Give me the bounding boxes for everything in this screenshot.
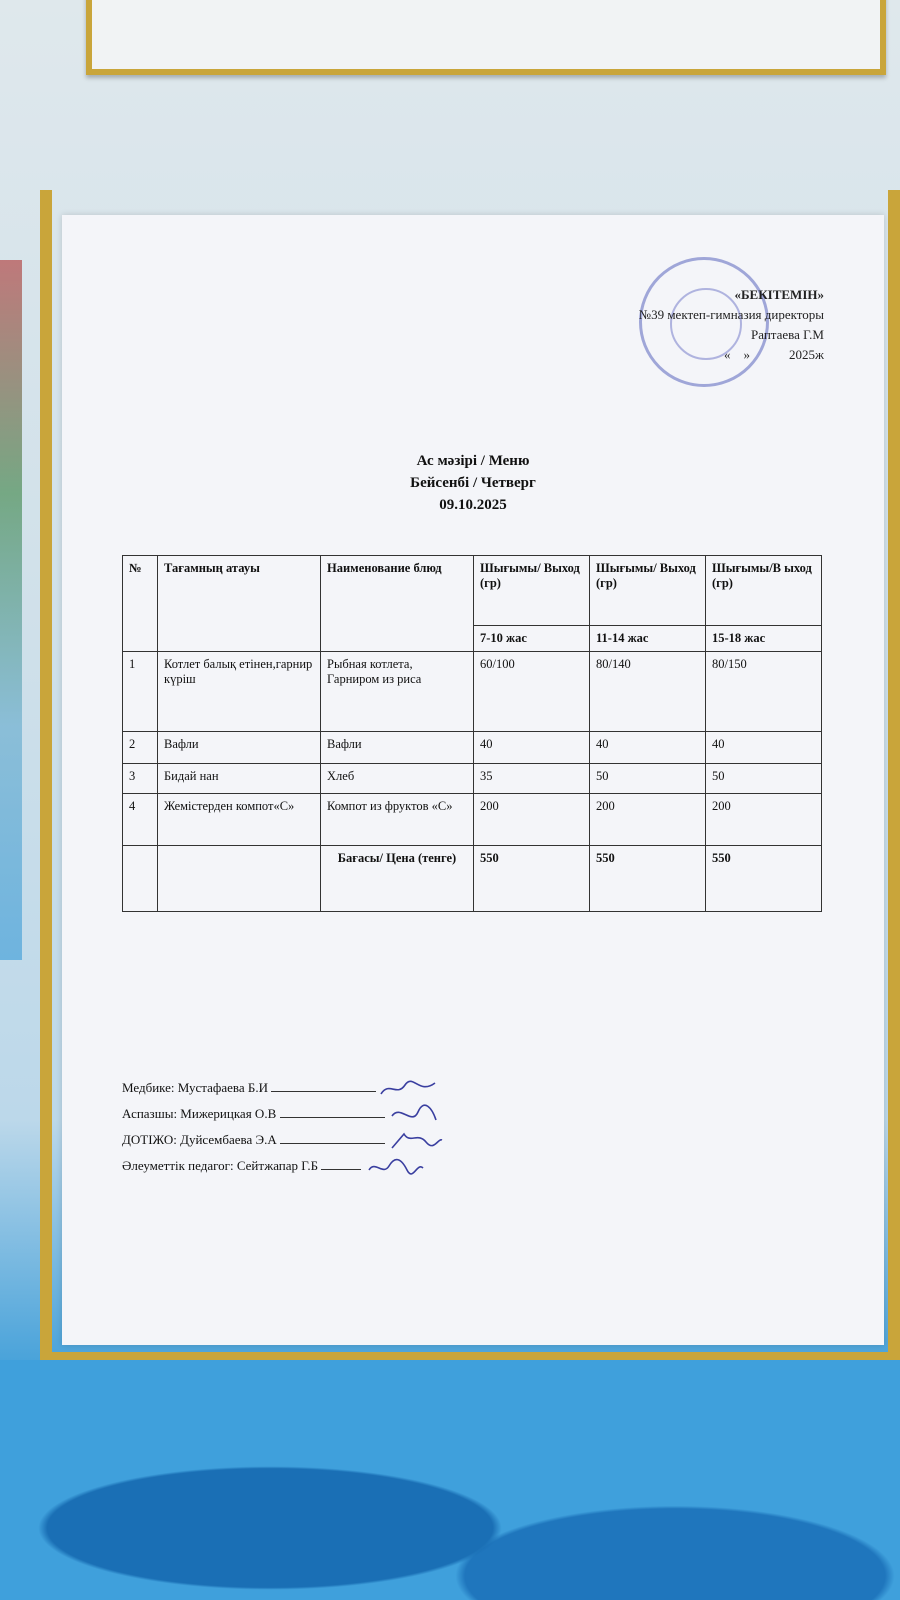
row-kz: Бидай нан (158, 764, 321, 794)
row-v2: 40 (590, 732, 706, 764)
signature-line (122, 1127, 443, 1153)
price-value: 550 (474, 846, 590, 912)
price-value: 550 (706, 846, 822, 912)
row-kz: Жемістерден компот«С» (158, 794, 321, 846)
approval-block (639, 285, 824, 365)
signature-label: Аспазшы: Мижерицкая О.В (122, 1106, 277, 1121)
row-kz: Котлет балық етінен,гарнир күріш (158, 652, 321, 732)
upper-frame (86, 0, 886, 75)
signature-line (122, 1075, 443, 1101)
signature-line (122, 1153, 443, 1179)
row-v1: 35 (474, 764, 590, 794)
age-group: 15-18 жас (706, 626, 822, 652)
signature-field (280, 1103, 385, 1118)
price-label: Бағасы/ Цена (тенге) (321, 846, 474, 912)
row-num: 4 (123, 794, 158, 846)
price-value: 550 (590, 846, 706, 912)
signatures-block (122, 1075, 443, 1179)
table-row (123, 764, 822, 794)
row-v2: 200 (590, 794, 706, 846)
row-v2: 50 (590, 764, 706, 794)
row-kz: Вафли (158, 732, 321, 764)
row-ru: Хлеб (321, 764, 474, 794)
price-empty (123, 846, 158, 912)
signature-line (122, 1101, 443, 1127)
row-v3: 80/150 (706, 652, 822, 732)
signature-label: Әлеуметтік педагог: Сейтжапар Г.Б (122, 1158, 319, 1173)
signature-label: ДОТІЖО: Дуйсембаева Э.А (122, 1132, 277, 1147)
approval-line-2: Раптаева Г.М (750, 327, 824, 342)
heading-title: Ас мәзірі / Меню (416, 453, 530, 469)
price-row (123, 846, 822, 912)
signature-field (271, 1077, 376, 1092)
row-v2: 80/140 (590, 652, 706, 732)
row-ru: Компот из фруктов «С» (321, 794, 474, 846)
row-v3: 40 (706, 732, 822, 764)
handwritten-signature (379, 1079, 439, 1099)
menu-sheet (62, 215, 884, 1345)
approval-line-3: « » 2025ж (724, 347, 824, 362)
table-row (123, 652, 822, 732)
row-v3: 50 (706, 764, 822, 794)
row-num: 3 (123, 764, 158, 794)
row-v1: 200 (474, 794, 590, 846)
menu-table (122, 555, 822, 912)
approval-line-1: №39 мектеп-гимназия директоры (638, 307, 824, 322)
heading-day: Бейсенбі / Четверг (410, 475, 536, 491)
age-group: 7-10 жас (474, 626, 590, 652)
wall-mural (0, 1360, 900, 1600)
table-row (123, 794, 822, 846)
signature-field (321, 1155, 361, 1170)
signature-field (280, 1129, 385, 1144)
row-v1: 40 (474, 732, 590, 764)
menu-heading (62, 450, 884, 516)
wall-background (0, 260, 22, 960)
row-num: 2 (123, 732, 158, 764)
header-yield-1: Шығымы/ Выход (гр) (474, 556, 590, 626)
age-group: 11-14 жас (590, 626, 706, 652)
price-empty (158, 846, 321, 912)
table-header-row (123, 556, 822, 626)
handwritten-signature (388, 1104, 438, 1126)
heading-date: 09.10.2025 (439, 497, 507, 513)
header-yield-3: Шығымы/В ыход (гр) (706, 556, 822, 626)
table-row (123, 732, 822, 764)
row-v1: 60/100 (474, 652, 590, 732)
row-v3: 200 (706, 794, 822, 846)
signature-label: Медбике: Мустафаева Б.И (122, 1080, 268, 1095)
header-num: № (123, 556, 158, 652)
header-ru: Наименование блюд (321, 556, 474, 652)
header-yield-2: Шығымы/ Выход (гр) (590, 556, 706, 626)
handwritten-signature (388, 1130, 443, 1152)
row-ru: Рыбная котлета, Гарниром из риса (321, 652, 474, 732)
header-kz: Тағамның атауы (158, 556, 321, 652)
handwritten-signature (365, 1156, 425, 1178)
row-ru: Вафли (321, 732, 474, 764)
approval-title: «БЕКІТЕМІН» (734, 287, 824, 302)
row-num: 1 (123, 652, 158, 732)
